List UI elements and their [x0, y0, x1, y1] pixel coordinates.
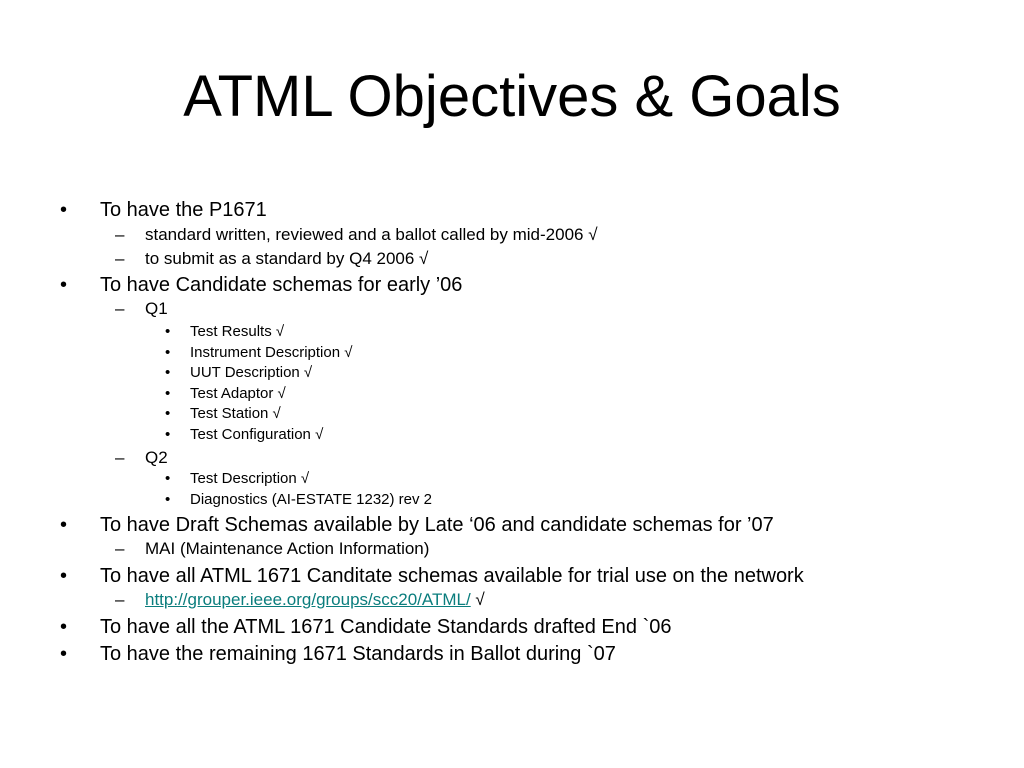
- bullet-text: To have the P1671: [100, 199, 267, 221]
- bullet-text: To have Candidate schemas for early ’06: [100, 274, 463, 296]
- sub-sub-bullet-text: Test Description √: [190, 470, 310, 487]
- bullet-marker: •: [60, 199, 68, 221]
- sub-sub-bullet-text: UUT Description √: [190, 364, 313, 381]
- dash-marker: –: [115, 590, 125, 609]
- bullet-marker: •: [60, 565, 68, 587]
- sub-bullet-text: Q1: [145, 299, 168, 318]
- dot-marker: •: [165, 405, 171, 422]
- bullet-text: To have all the ATML 1671 Candidate Standards drafted End `06: [100, 616, 672, 638]
- bullet-text: To have Draft Schemas available by Late ‘06 and candidate schemas for ’07: [100, 514, 774, 536]
- bullet-text: To have the remaining 1671 Standards in Ballot during `07: [100, 643, 616, 665]
- dot-marker: •: [165, 364, 171, 381]
- bullet-marker: •: [60, 616, 68, 638]
- sub-sub-bullet-text: Diagnostics (AI-ESTATE 1232) rev 2: [190, 491, 433, 508]
- dash-marker: –: [115, 448, 125, 467]
- sub-sub-bullet-text: Instrument Description √: [190, 344, 353, 361]
- bullet-text: To have all ATML 1671 Canditate schemas available for trial use on the network: [100, 565, 804, 587]
- bullet-marker: •: [60, 514, 68, 536]
- sub-bullet-text: MAI (Maintenance Action Information): [145, 539, 430, 558]
- sub-sub-bullet-text: Test Adaptor √: [190, 385, 286, 402]
- sub-sub-bullet-text: Test Results √: [190, 323, 285, 340]
- sub-sub-bullet-text: Test Configuration √: [190, 426, 324, 443]
- sub-sub-bullet-text: Test Station √: [190, 405, 281, 422]
- slide-title: ATML Objectives & Goals: [183, 64, 841, 129]
- dot-marker: •: [165, 426, 171, 443]
- checkmark-text: √: [470, 590, 485, 609]
- dash-marker: –: [115, 249, 125, 268]
- dot-marker: •: [165, 491, 171, 508]
- dash-marker: –: [115, 539, 125, 558]
- dash-marker: –: [115, 225, 125, 244]
- dot-marker: •: [165, 323, 171, 340]
- dash-marker: –: [115, 299, 125, 318]
- sub-bullet-text: Q2: [145, 448, 168, 467]
- dot-marker: •: [165, 385, 171, 402]
- dot-marker: •: [165, 344, 171, 361]
- dot-marker: •: [165, 470, 171, 487]
- sub-bullet-text: to submit as a standard by Q4 2006 √: [145, 249, 429, 268]
- bullet-marker: •: [60, 274, 68, 296]
- atml-link[interactable]: http://grouper.ieee.org/groups/scc20/ATML/: [145, 590, 471, 609]
- bullet-marker: •: [60, 643, 68, 665]
- sub-bullet-text: standard written, reviewed and a ballot called by mid-2006 √: [145, 225, 598, 244]
- sub-bullet-text: [145, 590, 485, 610]
